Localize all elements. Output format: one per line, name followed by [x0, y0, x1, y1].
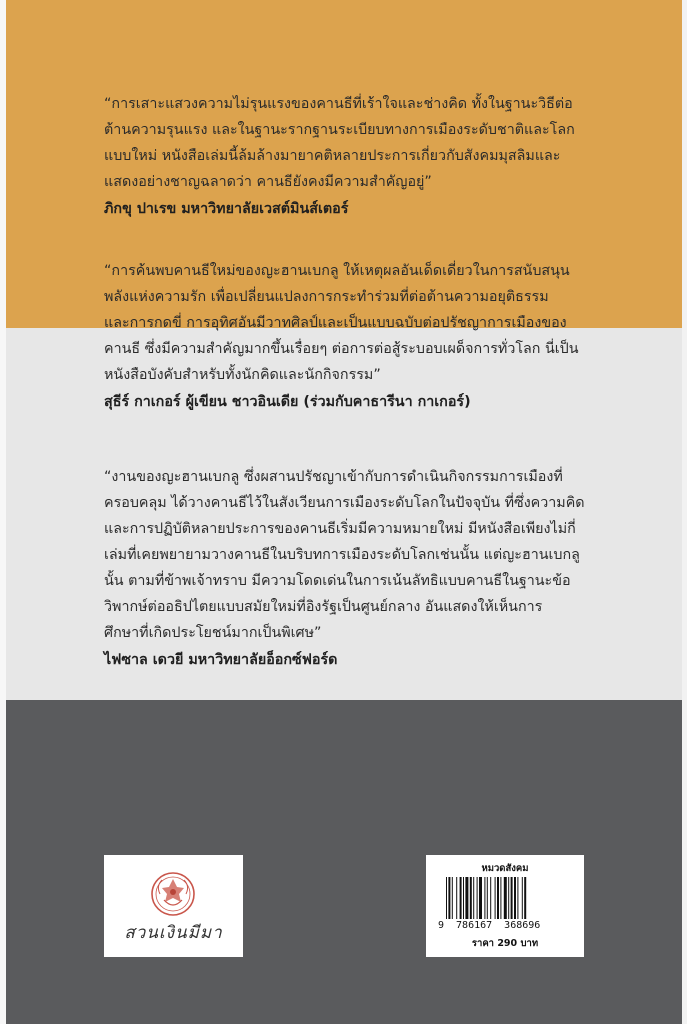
quote-line: ศึกษาที่เกิดประโยชน์มากเป็นพิเศษ” — [104, 625, 322, 641]
quote-line: และการปฏิบัติหลายประการของคานธีเริ่มมีความหมายใหม่ มีหนังสือเพียงไม่กี่ — [104, 521, 576, 537]
publisher-logo — [104, 855, 243, 957]
book-price: ราคา 290 บาท — [471, 938, 539, 949]
blurb-quote-2 — [104, 258, 604, 415]
quote-line: วิพากษ์ต่ออธิปไตยแบบสมัยใหม่ที่อิงรัฐเป็นศูนย์กลาง อันแสดงให้เห็นการ — [104, 599, 543, 615]
right-page-edge — [682, 0, 687, 1024]
quote-attribution: ไฟซาล เดวยี มหาวิทยาลัยอ็อกซ์ฟอร์ด — [104, 652, 338, 668]
quote-line: ต้านความรุนแรง และในฐานะรากฐานระเบียบทางการเมืองระดับชาติและโลก — [104, 122, 575, 138]
quote-line: “การเสาะแสวงความไม่รุนแรงของคานธีที่เร้าใจและช่างคิด ทั้งในฐานะวิธีต่อ — [104, 96, 573, 112]
quote-line: “การค้นพบคานธีใหม่ของญะฮานเบกลู ให้เหตุผลอันเด็ดเดี่ยวในการสนับสนุน — [104, 263, 570, 279]
isbn-barcode-panel — [426, 855, 584, 957]
isbn-number: 9 786167 368696 — [438, 920, 541, 931]
quote-line: นั้น ตามที่ข้าพเจ้าทราบ มีความโดดเด่นในการเน้นลัทธิแบบคานธีในฐานะข้อ — [104, 573, 571, 589]
quote-line: พลังแห่งความรัก เพื่อเปลี่ยนแปลงการกระทำร่วมที่ต่อต้านความอยุติธรรม — [104, 289, 549, 305]
left-page-edge — [0, 0, 6, 1024]
quote-line: หนังสือบังคับสำหรับทั้งนักคิดและนักกิจกรรม” — [104, 367, 381, 383]
quote-line: “งานของญะฮานเบกลู ซึ่งผสานปรัชญาเข้ากับการดำเนินกิจกรรมการเมืองที่ — [104, 469, 563, 485]
quote-line: แบบใหม่ หนังสือเล่มนี้ล้มล้างมายาคติหลายประการเกี่ยวกับสังคมมุสลิมและ — [104, 148, 561, 164]
quote-line: ครอบคลุม ได้วางคานธีไว้ในสังเวียนการเมืองระดับโลกในปัจจุบัน ที่ซึ่งความคิด — [104, 495, 585, 511]
blurb-quote-1 — [104, 91, 604, 222]
quote-line: และการกดขี่ การอุทิศอันมีวาทศิลป์และเป็นแบบฉบับต่อปรัชญาการเมืองของ — [104, 315, 567, 331]
quote-line: คานธี ซึ่งมีความสำคัญมากขึ้นเรื่อยๆ ต่อการต่อสู้ระบอบเผด็จการทั่วโลก นี่เป็น — [104, 341, 579, 357]
quote-line: เล่มที่เคยพยายามวางคานธีในบริบทการเมืองระดับโลกเช่นนั้น แต่ญะฮานเบกลู — [104, 547, 580, 563]
publisher-seal-icon — [150, 870, 196, 922]
quote-line: แสดงอย่างชาญฉลาดว่า คานธียังคงมีความสำคัญอยู่” — [104, 174, 432, 190]
book-category: หมวดสังคม — [481, 863, 529, 874]
publisher-name: สวนเงินมีมา — [124, 923, 223, 943]
quote-attribution: สุธีร์ กาเกอร์ ผู้เขียน ชาวอินเดีย (ร่วมกับคาธารีนา กาเกอร์) — [104, 394, 471, 410]
blurb-quote-3 — [104, 464, 604, 673]
quote-attribution: ภิกขุ ปาเรข มหาวิทยาลัยเวสต์มินส์เตอร์ — [104, 201, 349, 217]
barcode-icon — [446, 877, 564, 919]
